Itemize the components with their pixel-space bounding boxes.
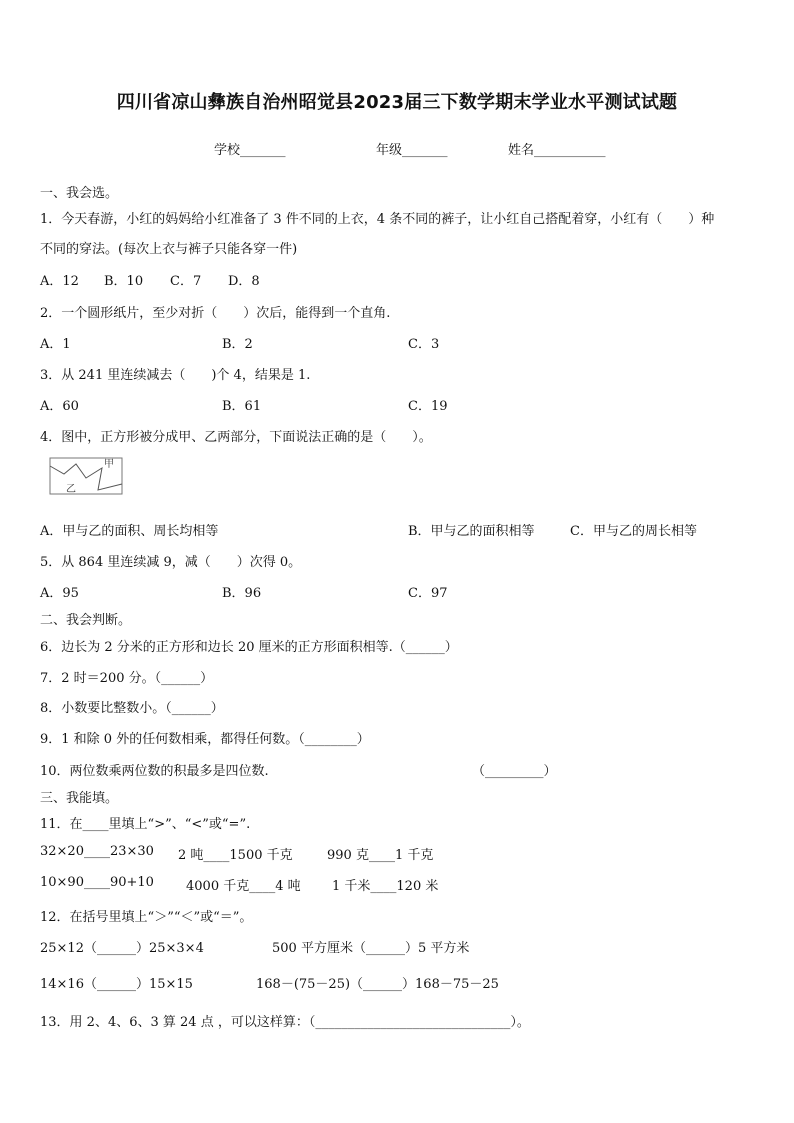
q1-option-d[interactable]: D．8 — [228, 274, 260, 289]
q11-text: 11．在____里填上“>”、“<”或“=”. — [40, 817, 251, 832]
q3-text: 3．从 241 里连续减去（ )个 4，结果是 1. — [40, 368, 311, 383]
q12-item-3[interactable]: 14×16（______）15×15 — [40, 977, 193, 992]
q1-text-line2: 不同的穿法。(每次上衣与裤子只能各穿一件) — [40, 242, 298, 257]
q4-option-b[interactable]: B．甲与乙的面积相等 — [408, 524, 535, 539]
q4-option-a[interactable]: A．甲与乙的面积、周长均相等 — [40, 524, 219, 539]
q1-option-c[interactable]: C．7 — [170, 274, 202, 289]
school-blank[interactable]: _______ — [240, 143, 286, 158]
q11-item-6[interactable]: 1 千米____120 米 — [332, 879, 439, 894]
q5-option-b[interactable]: B．96 — [222, 586, 262, 601]
q1-option-a[interactable]: A．12 — [40, 274, 79, 289]
q5-option-c[interactable]: C．97 — [408, 586, 448, 601]
school-field — [214, 139, 286, 158]
q3-option-c[interactable]: C．19 — [408, 399, 448, 414]
q7-text[interactable]: 7．2 时＝200 分。（______） — [40, 671, 214, 686]
section2-heading: 二、我会判断。 — [40, 613, 132, 628]
q2-option-a[interactable]: A．1 — [40, 337, 71, 352]
label-jia: 甲 — [104, 459, 114, 470]
q4-text: 4．图中，正方形被分成甲、乙两部分，下面说法正确的是（ ）。 — [40, 430, 432, 445]
q6-text[interactable]: 6．边长为 2 分米的正方形和边长 20 厘米的正方形面积相等.（______） — [40, 640, 458, 655]
name-label: 姓名 — [508, 143, 535, 158]
school-label: 学校 — [214, 143, 241, 158]
q11-item-5[interactable]: 4000 千克____4 吨 — [186, 879, 301, 894]
name-blank[interactable]: ___________ — [534, 143, 606, 158]
q3-option-a[interactable]: A．60 — [40, 399, 79, 414]
q9-text[interactable]: 9．1 和除 0 外的任何数相乘，都得任何数。（________） — [40, 732, 370, 747]
q12-item-4[interactable]: 168－(75－25)（______）168－75－25 — [256, 977, 499, 992]
q10-text: 10．两位数乘两位数的积最多是四位数. — [40, 764, 269, 779]
q1-text-line1: 1．今天春游，小红的妈妈给小红准备了 3 件不同的上衣，4 条不同的裤子，让小红自己搭配着穿，小红有（ ）种 — [40, 212, 715, 227]
section3-heading: 三、我能填。 — [40, 791, 119, 806]
q11-item-2[interactable]: 2 吨____1500 千克 — [178, 848, 293, 863]
q10-answer-blank[interactable]: （_________） — [472, 764, 557, 779]
q4-option-c[interactable]: C．甲与乙的周长相等 — [570, 524, 697, 539]
q8-text[interactable]: 8．小数要比整数小。（______） — [40, 701, 224, 716]
grade-label: 年级 — [376, 143, 403, 158]
q12-item-1[interactable]: 25×12（______）25×3×4 — [40, 941, 204, 956]
q11-item-1[interactable]: 32×20____23×30 — [40, 844, 154, 859]
q1-option-b[interactable]: B．10 — [104, 274, 144, 289]
q4-square-figure — [46, 454, 126, 498]
page-title: 四川省凉山彝族自治州昭觉县2023届三下数学期末学业水平测试试题 — [116, 92, 678, 113]
grade-field — [376, 139, 448, 158]
q2-option-c[interactable]: C．3 — [408, 337, 440, 352]
q11-item-3[interactable]: 990 克____1 千克 — [327, 848, 434, 863]
grade-blank[interactable]: _______ — [402, 143, 448, 158]
q11-item-4[interactable]: 10×90____90+10 — [40, 875, 154, 890]
label-yi: 乙 — [66, 484, 76, 495]
q12-item-2[interactable]: 500 平方厘米（______）5 平方米 — [272, 941, 470, 956]
q13-text[interactable]: 13．用 2、4、6、3 算 24 点 ，可以这样算：（______________________________）。 — [40, 1015, 530, 1030]
q5-option-a[interactable]: A．95 — [40, 586, 79, 601]
q12-text: 12．在括号里填上“＞”“＜”或“＝”。 — [40, 910, 253, 925]
q3-option-b[interactable]: B．61 — [222, 399, 262, 414]
name-field — [508, 139, 606, 158]
q2-option-b[interactable]: B．2 — [222, 337, 253, 352]
section1-heading: 一、我会选。 — [40, 186, 119, 201]
q2-text: 2．一个圆形纸片，至少对折（ ）次后，能得到一个直角. — [40, 306, 391, 321]
q5-text: 5．从 864 里连续减 9，减（ ）次得 0。 — [40, 555, 302, 570]
